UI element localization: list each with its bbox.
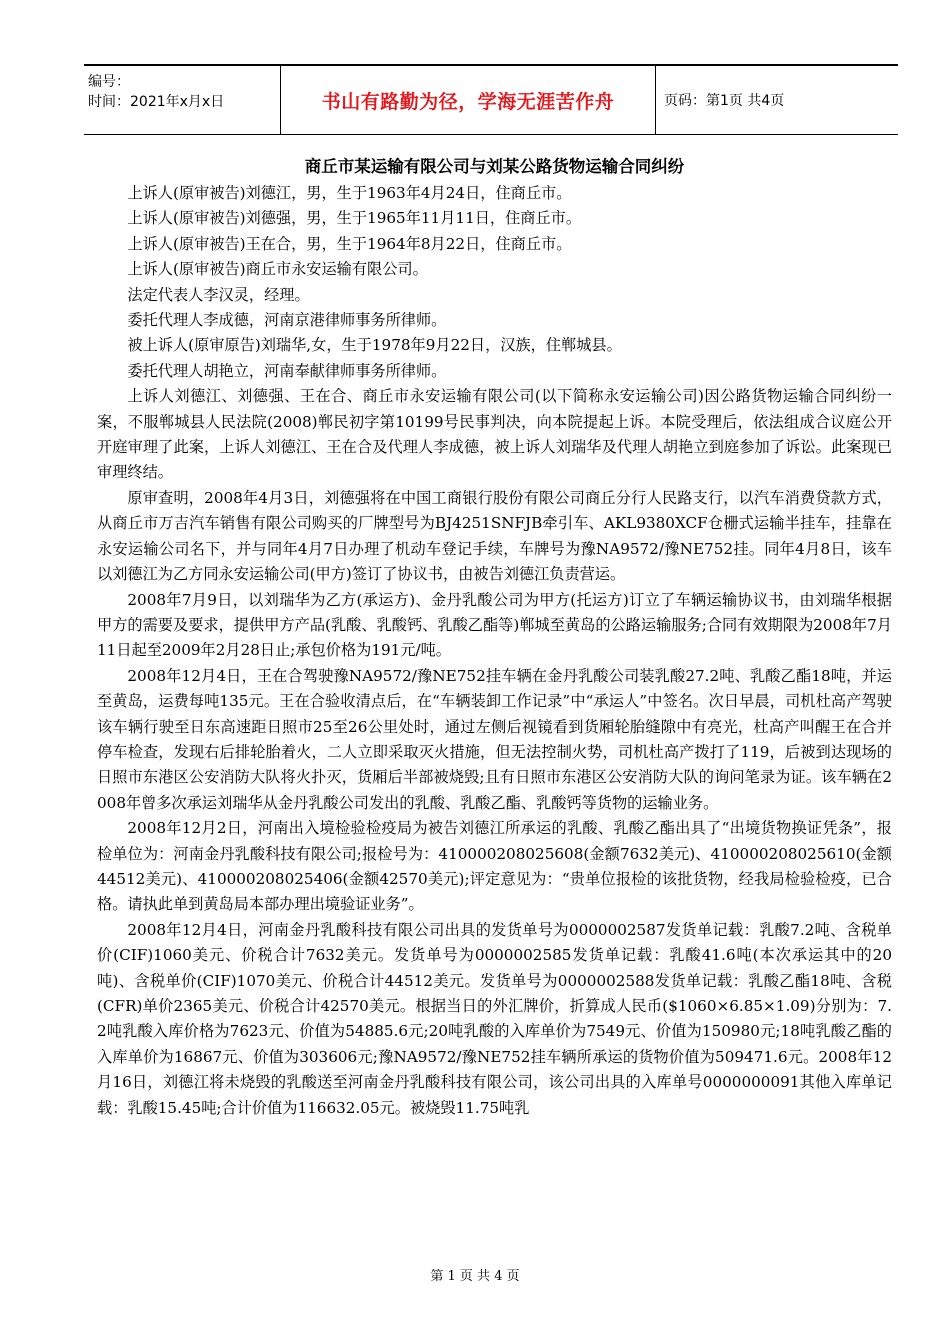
header-motto-box <box>280 66 656 134</box>
paragraph: 上诉人刘德江、刘德强、王在合、商丘市永安运输有限公司(以下简称永安运输公司)因公路货物运输合同纠纷一案，不服郸城县人民法院(2008)郸民初字第10199号民事判决，向本院提起上诉。本院受理后，依法组成合议庭公开开庭审理了此案，上诉人刘德江、王在合及代理人李成德，被上诉人刘瑞华及代理人胡艳立到庭参加了诉讼。此案现已审理终结。 <box>97 387 892 482</box>
paragraph: 法定代表人李汉灵，经理。 <box>127 285 310 304</box>
paragraph: 被上诉人(原审原告)刘瑞华,女，生于1978年9月22日，汉族，住郸城县。 <box>127 336 622 355</box>
paragraph: 上诉人(原审被告)刘德强，男，生于1965年11月11日，住商丘市。 <box>127 209 582 228</box>
document-date: 时间：2021年x月x日 <box>88 94 225 110</box>
page-header <box>84 64 898 135</box>
paragraph: 上诉人(原审被告)商丘市永安运输有限公司。 <box>127 260 428 279</box>
document-number-label: 编号： <box>88 74 130 90</box>
document-body <box>97 154 892 1121</box>
paragraph: 上诉人(原审被告)刘德江，男，生于1963年4月24日，住商丘市。 <box>127 184 572 202</box>
header-meta <box>88 72 278 112</box>
paragraph: 委托代理人胡艳立，河南奉献律师事务所律师。 <box>127 361 447 380</box>
paragraph: 2008年7月9日，以刘瑞华为乙方(承运方)、金丹乳酸公司为甲方(托运方)订立了车辆运输协议书，由刘瑞华根据甲方的需要及要求，提供甲方产品(乳酸、乳酸钙、乳酸乙酯等)郸城至黄岛的公路运输服务;合同有效期限为2008年7月11日起至2009年2月28日止;承包价格为191元/吨。 <box>97 590 892 660</box>
paragraph: 上诉人(原审被告)王在合，男，生于1964年8月22日，住商丘市。 <box>127 234 572 253</box>
motto-text: 书山有路勤为径，学海无涯苦作舟 <box>321 90 615 113</box>
document-title: 商丘市某运输有限公司与刘某公路货物运输合同纠纷 <box>304 157 685 176</box>
paragraph: 2008年12月4日，河南金丹乳酸科技有限公司出具的发货单号为0000002587发货单记载：乳酸7.2吨、含税单价(CIF)1060美元、价税合计7632美元。发货单号为0000002585发货单记载：乳酸41.6吨(本次承运其中的20吨)、含税单价(CIF)1070美元、价税合计44512美元。发货单号为0000002588发货单记载：乳酸乙酯18吨、含税(CFR)单价2365美元、价税合计42570美元。根据当日的外汇牌价，折算成人民币($1060×6.85×1.09)分别为：7.2吨乳酸入库价格为7623元、价值为54885.6元;20吨乳酸的入库单价为7549元、价值为150980元;18吨乳酸乙酯的入库单价为16867元、价值为303606元;豫NA9572/豫NE752挂车辆所承运的货物价值为509471.6元。2008年12月16日，刘德江将未烧毁的乳酸送至河南金丹乳酸科技有限公司，该公司出具的入库单号0000000091其他入库单记载：乳酸15.45吨;合计价值为116632.05元。被烧毁11.75吨乳 <box>97 920 892 1117</box>
header-page-info: 页码：第1页 共4页 <box>664 93 785 109</box>
paragraph: 原审查明，2008年4月3日，刘德强将在中国工商银行股份有限公司商丘分行人民路支行，以汽车消费贷款方式，从商丘市万吉汽车销售有限公司购买的厂牌型号为BJ4251SNFJB牵引车、AKL9380XCF仓栅式运输半挂车，挂靠在永安运输公司名下，并与同年4月7日办理了机动车登记手续，车牌号为豫NA9572/豫NE752挂。同年4月8日，该车以刘德江为乙方同永安运输公司(甲方)签订了协议书，由被告刘德江负责营运。 <box>97 488 892 584</box>
paragraph: 2008年12月2日，河南出入境检验检疫局为被告刘德江所承运的乳酸、乳酸乙酯出具了“出境货物换证凭条”，报检单位为：河南金丹乳酸科技有限公司;报检号为：410000208025608(金额7632美元)、410000208025610(金额44512美元)、410000208025406(金额42570美元);评定意见为：“贵单位报检的该批货物，经我局检验检疫，已合格。请执此单到黄岛局本部办理出境验证业务”。 <box>97 819 892 914</box>
paragraph: 2008年12月4日，王在合驾驶豫NA9572/豫NE752挂车辆在金丹乳酸公司装乳酸27.2吨、乳酸乙酯18吨，并运至黄岛，运费每吨135元。王在合验收清点后，在“车辆装卸工作记录”中“承运人”中签名。次日早晨，司机杜高产驾驶该车辆行驶至日东高速距日照市25至26公里处时，通过左侧后视镜看到货厢轮胎缝隙中有亮光，杜高产叫醒王在合并停车检查，发现右后排轮胎着火，二人立即采取灭火措施，但无法控制火势，司机杜高产拨打了119，后被到达现场的日照市东港区公安消防大队将火扑灭，货厢后半部被烧毁;且有日照市东港区公安消防大队的询问笔录为证。该车辆在2008年曾多次承运刘瑞华从金丹乳酸公司发出的乳酸、乳酸乙酯、乳酸钙等货物的运输业务。 <box>97 666 892 812</box>
paragraph: 委托代理人李成德，河南京港律师事务所律师。 <box>127 311 447 330</box>
page-footer: 第 1 页 共 4 页 <box>430 1269 520 1284</box>
